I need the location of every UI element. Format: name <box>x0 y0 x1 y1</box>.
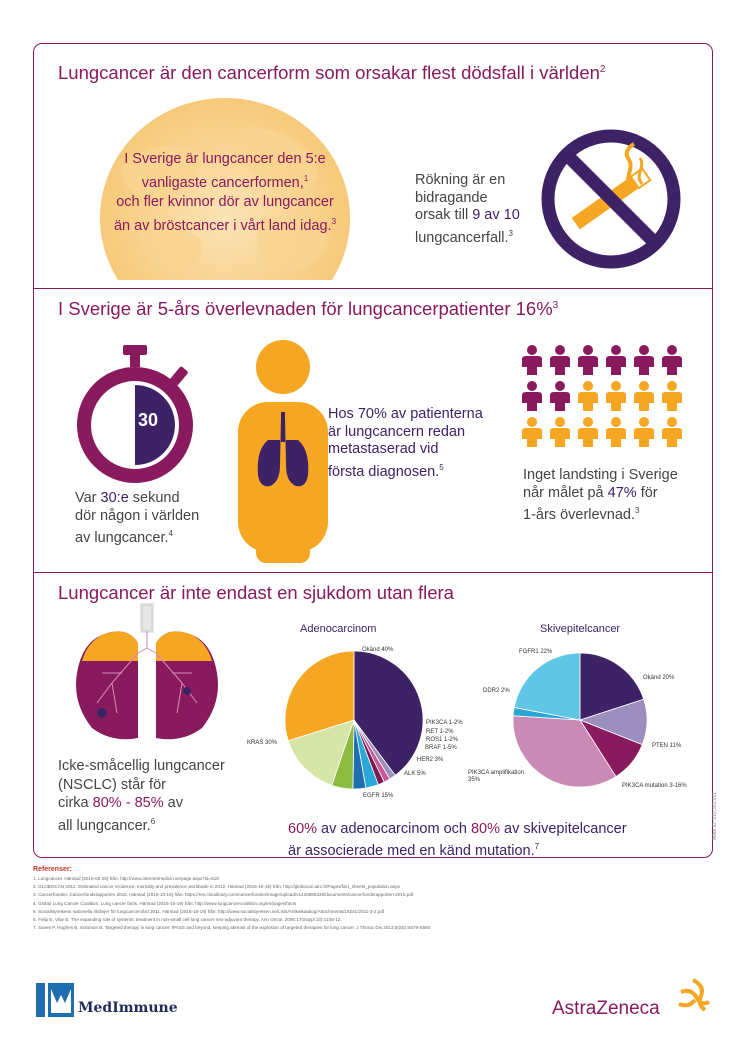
skive-label-ddr2: DDR2 2% <box>483 688 510 694</box>
adeno-label-kras: KRAS 30% <box>247 740 278 746</box>
person-icon <box>662 381 682 411</box>
astrazeneca-logo-icon <box>675 978 711 1014</box>
person-icon <box>550 345 570 375</box>
person-icon <box>522 345 542 375</box>
adeno-label-ros1: ROS1 1-2% <box>426 737 459 743</box>
reference-item: 3. Cancerfonden. Cancerfondsrapporten 2015. Hämtad (2015-10-19) från: https://res.cloudinary.com/cancerfonden/image/upload/v1429886338/documents/cancerfondsrapporten-2015.pdf <box>33 892 414 898</box>
medimmune-logo: MedImmune <box>78 1000 178 1016</box>
adeno-label-ret: RET 1-2% <box>426 729 454 735</box>
person-icon <box>662 417 682 447</box>
adeno-label-egfr: EGFR 15% <box>363 793 394 799</box>
person-icon <box>606 417 626 447</box>
reference-item: 2. GLOBOCAN 2012. Estimated cancer incidence, mortality and prevalence worldwide in 2012. Hämtad (2015-10-19) från: http://globocan.iarc.fr/Pages/fact_sheets_population.aspx <box>33 884 400 890</box>
atlas-id: Atlas ID: 910,351,011 <box>712 792 718 840</box>
astrazeneca-logo: AstraZeneca <box>552 998 660 1019</box>
person-icon <box>606 381 626 411</box>
adeno-label-pik3ca: PIK3CA 1-2% <box>426 720 463 726</box>
person-icon <box>550 417 570 447</box>
person-icon <box>522 417 542 447</box>
adeno-pie-chart <box>284 649 424 791</box>
adeno-label-alk: ALK 5% <box>404 771 426 777</box>
section-divider-2 <box>33 572 713 573</box>
person-icon <box>606 345 626 375</box>
skive-label-pten: PTEN 11% <box>652 743 682 749</box>
stopwatch-icon <box>60 345 210 485</box>
skive-chart-title: Skivepitelcancer <box>540 623 621 635</box>
section1-heading: Lungcancer är den cancerform som orsakar flest dödsfall i världen$^2$ <box>58 62 606 83</box>
skive-label-pik3ca-amp: PIK3CA amplifikation 35% <box>468 770 525 783</box>
person-icon <box>578 381 598 411</box>
reference-item: 4. Global Lung Cancer Coalition. Lung cancer facts. Hämtad (2015-10-19) från: http://www.lungcancercoalition.org/en/pages/facts <box>33 900 297 906</box>
no-smoking-icon <box>540 128 682 270</box>
reference-item: 6. Felip E, Vilar E. The expanding role of systemic treatment in non-small cell lung cancer neo-adjuvant therapy. Ann Oncol. 2006;17(Suppl 10):x108-12. <box>33 917 342 923</box>
reference-item: 5. Socialstyrelsens nationella riktlinjer för lungcancervård 2011. Hämtad (2015-10-19) från: http://www.socialstyrelsen.se/Lists/Artikelkatalog/Attachments/18241/2011-3-2.pdf <box>33 908 385 914</box>
region-text: Inget landsting i Sverige når målet på 47% för 1-års överlevnad.$^3$ <box>523 467 678 523</box>
adeno-label-her2: HER2 3% <box>417 757 444 763</box>
timer-text: Var 30:e sekund dör någon i världen av lungcancer.$^4$ <box>75 490 200 546</box>
skive-label-okand: Okänd 20% <box>643 675 675 681</box>
person-icon <box>522 381 542 411</box>
person-icon <box>634 381 654 411</box>
adeno-label-okand: Okänd 40% <box>362 647 394 653</box>
skive-label-pik3ca-mut: PIK3CA mutation 3-16% <box>622 783 687 789</box>
lungs-icon <box>72 603 222 743</box>
person-icon <box>578 345 598 375</box>
skive-label-fgfr1: FGFR1 22% <box>519 649 553 655</box>
mutation-text: 60% av adenocarcinom och 80% av skivepitelcancer är associerade med en känd mutation.$^7$ <box>288 821 627 859</box>
person-icon <box>634 417 654 447</box>
nsclc-text: Icke-småcellig lungcancer (NSCLC) står för cirka 80% - 85% av all lungcancer.$^6$ <box>58 758 225 834</box>
globe-text: I Sverige är lungcancer den 5:e vanligaste cancerformen,$^1$ och fler kvinnor dör av lungcancer än av bröstcancer i vårt land idag.$^3$ <box>113 151 337 234</box>
section3-heading: Lungcancer är inte endast en sjukdom utan flera <box>58 582 454 603</box>
person-icon <box>634 345 654 375</box>
patient-text: Hos 70% av patienterna är lungcancern redan metastaserad vid första diagnosen.$^5$ <box>328 406 483 480</box>
stopwatch-value: 30 <box>138 410 159 430</box>
people-grid <box>518 345 688 455</box>
section-divider-1 <box>33 288 713 289</box>
adeno-chart-title: Adenocarcinom <box>300 623 377 635</box>
reference-item: 7. Saves P, Hughes B, Solomon B. Targeted therapy in lung cancer: IPASS and beyond, keeping abreast of the explosion of targeted therapies for lung cancer. J Thorac Dis 2013;5(S5):S579-S592 <box>33 925 431 931</box>
person-icon <box>578 417 598 447</box>
smoking-text: Rökning är en bidragande orsak till 9 av 10 lungcancerfall.$^3$ <box>415 172 520 246</box>
person-icon <box>662 345 682 375</box>
reference-item: 1. Lungcancer. Hämtad (2015-05-29) från: http://www.internetmedicin.se/page.aspx?id=618 <box>33 876 219 881</box>
person-icon <box>550 381 570 411</box>
adeno-label-braf: BRAF 1-5% <box>425 745 457 751</box>
medimmune-logo-icon <box>36 983 74 1017</box>
patient-icon <box>238 340 328 565</box>
skive-pie-chart <box>512 651 648 789</box>
references <box>33 866 713 932</box>
references-title: Referenser: <box>33 866 72 873</box>
section2-heading: I Sverige är 5-års överlevnaden för lungcancerpatienter 16%$^3$ <box>58 298 559 319</box>
